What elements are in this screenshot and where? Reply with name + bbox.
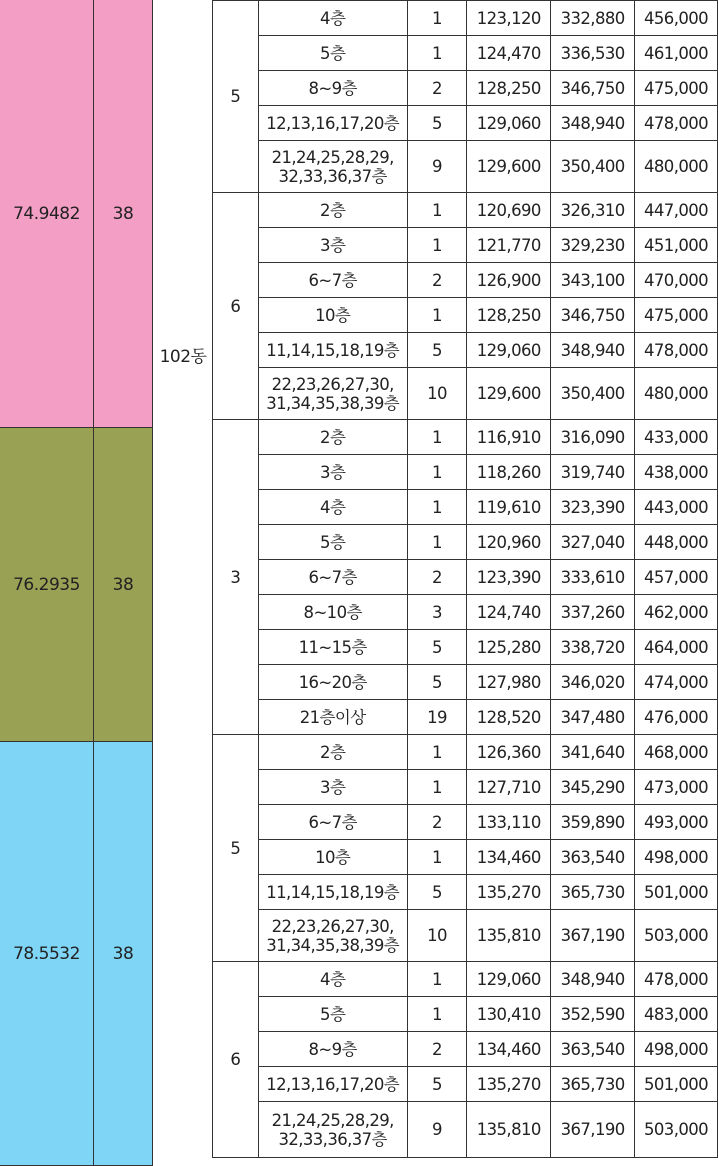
floor-cell: 4층 [258,490,407,525]
price-a-cell: 124,740 [467,595,551,630]
price-total-cell: 474,000 [635,665,718,700]
unit-count-cell: 1 [407,455,467,490]
floor-cell: 21,24,25,28,29, 32,33,36,37층 [258,141,407,193]
table-row [213,36,718,71]
price-total-cell: 478,000 [635,962,718,997]
price-total-cell: 480,000 [635,368,718,420]
table-row [213,490,718,525]
floor-cell: 10층 [258,840,407,875]
table-row [213,455,718,490]
price-a-cell: 128,250 [467,71,551,106]
price-b-cell: 333,610 [551,560,635,595]
price-a-cell: 135,270 [467,875,551,910]
price-a-cell: 129,060 [467,106,551,141]
table-row [213,106,718,141]
unit-count-cell: 5 [407,665,467,700]
price-b-cell: 346,750 [551,71,635,106]
price-b-cell: 352,590 [551,997,635,1032]
unit-count-cell: 9 [407,1102,467,1158]
price-a-cell: 135,270 [467,1067,551,1102]
price-a-cell: 128,250 [467,298,551,333]
price-b-cell: 359,890 [551,805,635,840]
floor-cell: 12,13,16,17,20층 [258,106,407,141]
unit-count-cell: 1 [407,770,467,805]
floor-cell: 3층 [258,455,407,490]
unit-count-cell: 1 [407,997,467,1032]
price-total-cell: 457,000 [635,560,718,595]
price-a-cell: 126,900 [467,263,551,298]
price-a-cell: 134,460 [467,840,551,875]
table-row [213,263,718,298]
unit-count-cell: 5 [407,875,467,910]
price-total-cell: 480,000 [635,141,718,193]
price-b-cell: 336,530 [551,36,635,71]
price-total-cell: 475,000 [635,71,718,106]
table-row [213,193,718,228]
unit-count-cell: 5 [407,1067,467,1102]
price-b-cell: 343,100 [551,263,635,298]
price-a-cell: 127,980 [467,665,551,700]
table-row [213,770,718,805]
table-row [213,630,718,665]
price-total-cell: 443,000 [635,490,718,525]
price-a-cell: 120,690 [467,193,551,228]
unit-count-cell: 10 [407,910,467,962]
price-b-cell: 345,290 [551,770,635,805]
price-a-cell: 125,280 [467,630,551,665]
unit-count-cell: 10 [407,368,467,420]
table-row [213,228,718,263]
unit-count-cell: 1 [407,36,467,71]
table-row [213,368,718,420]
floor-cell: 5층 [258,525,407,560]
unit-count-cell: 1 [407,298,467,333]
price-total-cell: 498,000 [635,840,718,875]
price-a-cell: 129,060 [467,333,551,368]
unit-count-cell: 1 [407,228,467,263]
group-area-value: 76.2935 [13,574,80,595]
floor-cell: 8~9층 [258,1032,407,1067]
table-row [213,700,718,735]
table-row [213,1032,718,1067]
group-area-value: 78.5532 [13,943,80,964]
price-b-cell: 350,400 [551,141,635,193]
price-total-cell: 433,000 [635,420,718,455]
group-area-value: 74.9482 [13,203,80,224]
price-a-cell: 130,410 [467,997,551,1032]
table-row [213,1,718,36]
group-count-cell-1 [94,0,153,427]
unit-count-cell: 9 [407,141,467,193]
table-row [213,1067,718,1102]
price-a-cell: 133,110 [467,805,551,840]
floor-cell: 6~7층 [258,805,407,840]
group-count-value: 38 [112,574,134,595]
price-total-cell: 478,000 [635,106,718,141]
price-a-cell: 135,810 [467,1102,551,1158]
price-total-cell: 478,000 [635,333,718,368]
price-total-cell: 503,000 [635,1102,718,1158]
price-total-cell: 473,000 [635,770,718,805]
group-count-cell-2 [94,427,153,741]
type-cell: 5 [213,735,259,962]
unit-count-cell: 1 [407,1,467,36]
table-row [213,910,718,962]
price-b-cell: 323,390 [551,490,635,525]
unit-count-cell: 1 [407,735,467,770]
price-a-cell: 121,770 [467,228,551,263]
unit-count-cell: 5 [407,333,467,368]
price-b-cell: 367,190 [551,910,635,962]
type-cell: 6 [213,193,259,420]
price-b-cell: 347,480 [551,700,635,735]
price-b-cell: 367,190 [551,1102,635,1158]
unit-count-cell: 2 [407,1032,467,1067]
unit-count-cell: 5 [407,106,467,141]
price-a-cell: 129,600 [467,141,551,193]
unit-count-cell: 5 [407,630,467,665]
floor-cell: 6~7층 [258,263,407,298]
price-a-cell: 120,960 [467,525,551,560]
price-total-cell: 451,000 [635,228,718,263]
price-total-cell: 438,000 [635,455,718,490]
price-total-cell: 501,000 [635,875,718,910]
price-total-cell: 501,000 [635,1067,718,1102]
group-area-cell-3 [0,741,94,1166]
floor-cell: 4층 [258,1,407,36]
table-row [213,141,718,193]
floor-cell: 3층 [258,228,407,263]
floor-cell: 21층이상 [258,700,407,735]
table-row [213,875,718,910]
price-b-cell: 327,040 [551,525,635,560]
unit-count-cell: 1 [407,962,467,997]
price-b-cell: 365,730 [551,875,635,910]
unit-price-table-body [213,1,718,1158]
floor-cell: 3층 [258,770,407,805]
floor-cell: 4층 [258,962,407,997]
price-a-cell: 134,460 [467,1032,551,1067]
price-a-cell: 129,600 [467,368,551,420]
price-total-cell: 448,000 [635,525,718,560]
table-row [213,1102,718,1158]
price-total-cell: 462,000 [635,595,718,630]
price-total-cell: 464,000 [635,630,718,665]
table-row [213,735,718,770]
price-a-cell: 123,120 [467,1,551,36]
price-b-cell: 348,940 [551,106,635,141]
price-total-cell: 483,000 [635,997,718,1032]
floor-cell: 5층 [258,997,407,1032]
floor-cell: 11,14,15,18,19층 [258,333,407,368]
table-row [213,71,718,106]
price-total-cell: 476,000 [635,700,718,735]
table-row [213,333,718,368]
table-row [213,997,718,1032]
table-row [213,840,718,875]
table-row [213,665,718,700]
price-b-cell: 319,740 [551,455,635,490]
price-total-cell: 461,000 [635,36,718,71]
price-b-cell: 337,260 [551,595,635,630]
price-a-cell: 124,470 [467,36,551,71]
type-cell: 6 [213,962,259,1158]
price-total-cell: 503,000 [635,910,718,962]
floor-cell: 2층 [258,193,407,228]
group-area-cell-2 [0,427,94,741]
floor-cell: 8~10층 [258,595,407,630]
unit-count-cell: 2 [407,560,467,595]
price-a-cell: 128,520 [467,700,551,735]
unit-count-cell: 1 [407,840,467,875]
price-total-cell: 493,000 [635,805,718,840]
type-cell: 3 [213,420,259,735]
price-b-cell: 365,730 [551,1067,635,1102]
unit-count-cell: 2 [407,71,467,106]
price-a-cell: 129,060 [467,962,551,997]
price-b-cell: 363,540 [551,840,635,875]
floor-cell: 11,14,15,18,19층 [258,875,407,910]
group-count-cell-3 [94,741,153,1166]
unit-count-cell: 1 [407,490,467,525]
price-b-cell: 363,540 [551,1032,635,1067]
price-b-cell: 348,940 [551,333,635,368]
type-cell: 5 [213,1,259,193]
price-total-cell: 468,000 [635,735,718,770]
price-total-cell: 447,000 [635,193,718,228]
floor-cell: 6~7층 [258,560,407,595]
table-row [213,420,718,455]
price-a-cell: 127,710 [467,770,551,805]
unit-count-cell: 3 [407,595,467,630]
unit-price-table [212,0,718,1158]
floor-cell: 12,13,16,17,20층 [258,1067,407,1102]
floor-cell: 22,23,26,27,30, 31,34,35,38,39층 [258,368,407,420]
table-row [213,298,718,333]
price-total-cell: 498,000 [635,1032,718,1067]
floor-cell: 11~15층 [258,630,407,665]
price-a-cell: 118,260 [467,455,551,490]
floor-cell: 21,24,25,28,29, 32,33,36,37층 [258,1102,407,1158]
price-b-cell: 338,720 [551,630,635,665]
floor-cell: 2층 [258,735,407,770]
price-b-cell: 341,640 [551,735,635,770]
price-total-cell: 475,000 [635,298,718,333]
group-count-value: 38 [112,943,134,964]
unit-count-cell: 1 [407,525,467,560]
price-b-cell: 350,400 [551,368,635,420]
floor-cell: 2층 [258,420,407,455]
floor-cell: 8~9층 [258,71,407,106]
table-row [213,595,718,630]
group-area-cell-1 [0,0,94,427]
price-b-cell: 332,880 [551,1,635,36]
price-a-cell: 116,910 [467,420,551,455]
group-count-value: 38 [112,203,134,224]
floor-cell: 16~20층 [258,665,407,700]
unit-count-cell: 19 [407,700,467,735]
floor-cell: 5층 [258,36,407,71]
price-b-cell: 346,020 [551,665,635,700]
table-row [213,962,718,997]
building-label-cell [154,0,212,709]
building-label: 102동 [159,347,207,367]
price-a-cell: 119,610 [467,490,551,525]
price-b-cell: 326,310 [551,193,635,228]
price-b-cell: 348,940 [551,962,635,997]
table-row [213,560,718,595]
unit-count-cell: 1 [407,420,467,455]
unit-count-cell: 2 [407,805,467,840]
price-total-cell: 456,000 [635,1,718,36]
table-row [213,805,718,840]
price-total-cell: 470,000 [635,263,718,298]
unit-count-cell: 1 [407,193,467,228]
unit-count-cell: 2 [407,263,467,298]
price-a-cell: 123,390 [467,560,551,595]
price-a-cell: 126,360 [467,735,551,770]
price-b-cell: 316,090 [551,420,635,455]
floor-cell: 22,23,26,27,30, 31,34,35,38,39층 [258,910,407,962]
table-row [213,525,718,560]
price-b-cell: 346,750 [551,298,635,333]
price-a-cell: 135,810 [467,910,551,962]
floor-cell: 10층 [258,298,407,333]
price-b-cell: 329,230 [551,228,635,263]
